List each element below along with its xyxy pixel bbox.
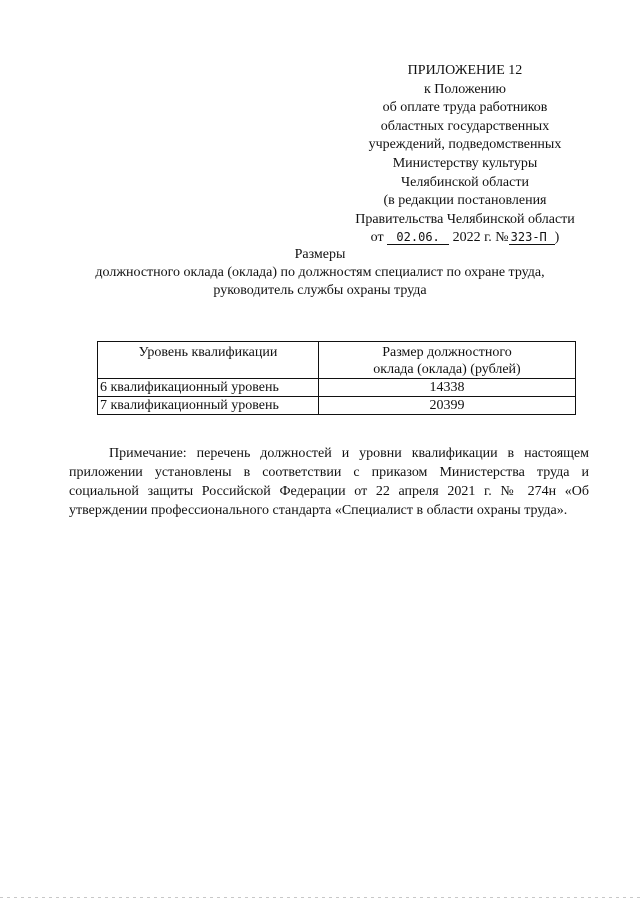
appendix-line: Министерству культуры — [392, 155, 538, 171]
appendix-line: (в редакции постановления — [383, 193, 547, 209]
title-line: Размеры — [294, 247, 346, 262]
note-paragraph: Примечание: перечень должностей и уровни квалификации в настоящем приложении установлены в соответствии с приказом Министерства труда и социальной защиты Российской Федерации от 22 апреля 2021 г. № 274н «Об утверждении профессионального стандарта «Специалист в области охраны труда». — [69, 446, 589, 518]
appendix-line: об оплате труда работников — [382, 100, 548, 116]
salary-table — [97, 341, 576, 415]
level-cell: 6 квалификационный уровень — [98, 379, 319, 397]
level-cell: 7 квалификационный уровень — [98, 397, 319, 415]
close-paren: ) — [554, 230, 560, 246]
appendix-header — [330, 62, 600, 248]
date-filled: 02.06. — [387, 230, 449, 245]
appendix-line: Правительства Челябинской области — [355, 211, 575, 227]
date-prefix: от — [370, 230, 384, 246]
appendix-line: к Положению — [423, 81, 506, 97]
header-level: Уровень квалификации — [98, 342, 319, 379]
document-title — [40, 246, 600, 300]
title-line: должностного оклада (оклада) по должностям специалист по охране труда, — [95, 265, 545, 280]
title-line: руководитель службы охраны труда — [213, 283, 427, 298]
table-row — [98, 379, 576, 397]
scan-edge-line — [0, 897, 640, 898]
appendix-title: ПРИЛОЖЕНИЕ 12 — [407, 63, 523, 78]
appendix-line: Челябинской области — [401, 174, 529, 190]
appendix-line: учреждений, подведомственных — [368, 137, 562, 153]
number-filled: 323-П — [509, 230, 555, 245]
table-row — [98, 397, 576, 415]
header-salary-line: Размер должностного — [382, 345, 512, 360]
salary-cell: 14338 — [319, 379, 576, 397]
salary-cell: 20399 — [319, 397, 576, 415]
year-text: 2022 г. № — [452, 230, 509, 246]
appendix-line: областных государственных — [380, 118, 550, 134]
header-salary — [319, 342, 576, 379]
header-salary-line: оклада (оклада) (рублей) — [373, 362, 521, 377]
table-header-row — [98, 342, 576, 379]
